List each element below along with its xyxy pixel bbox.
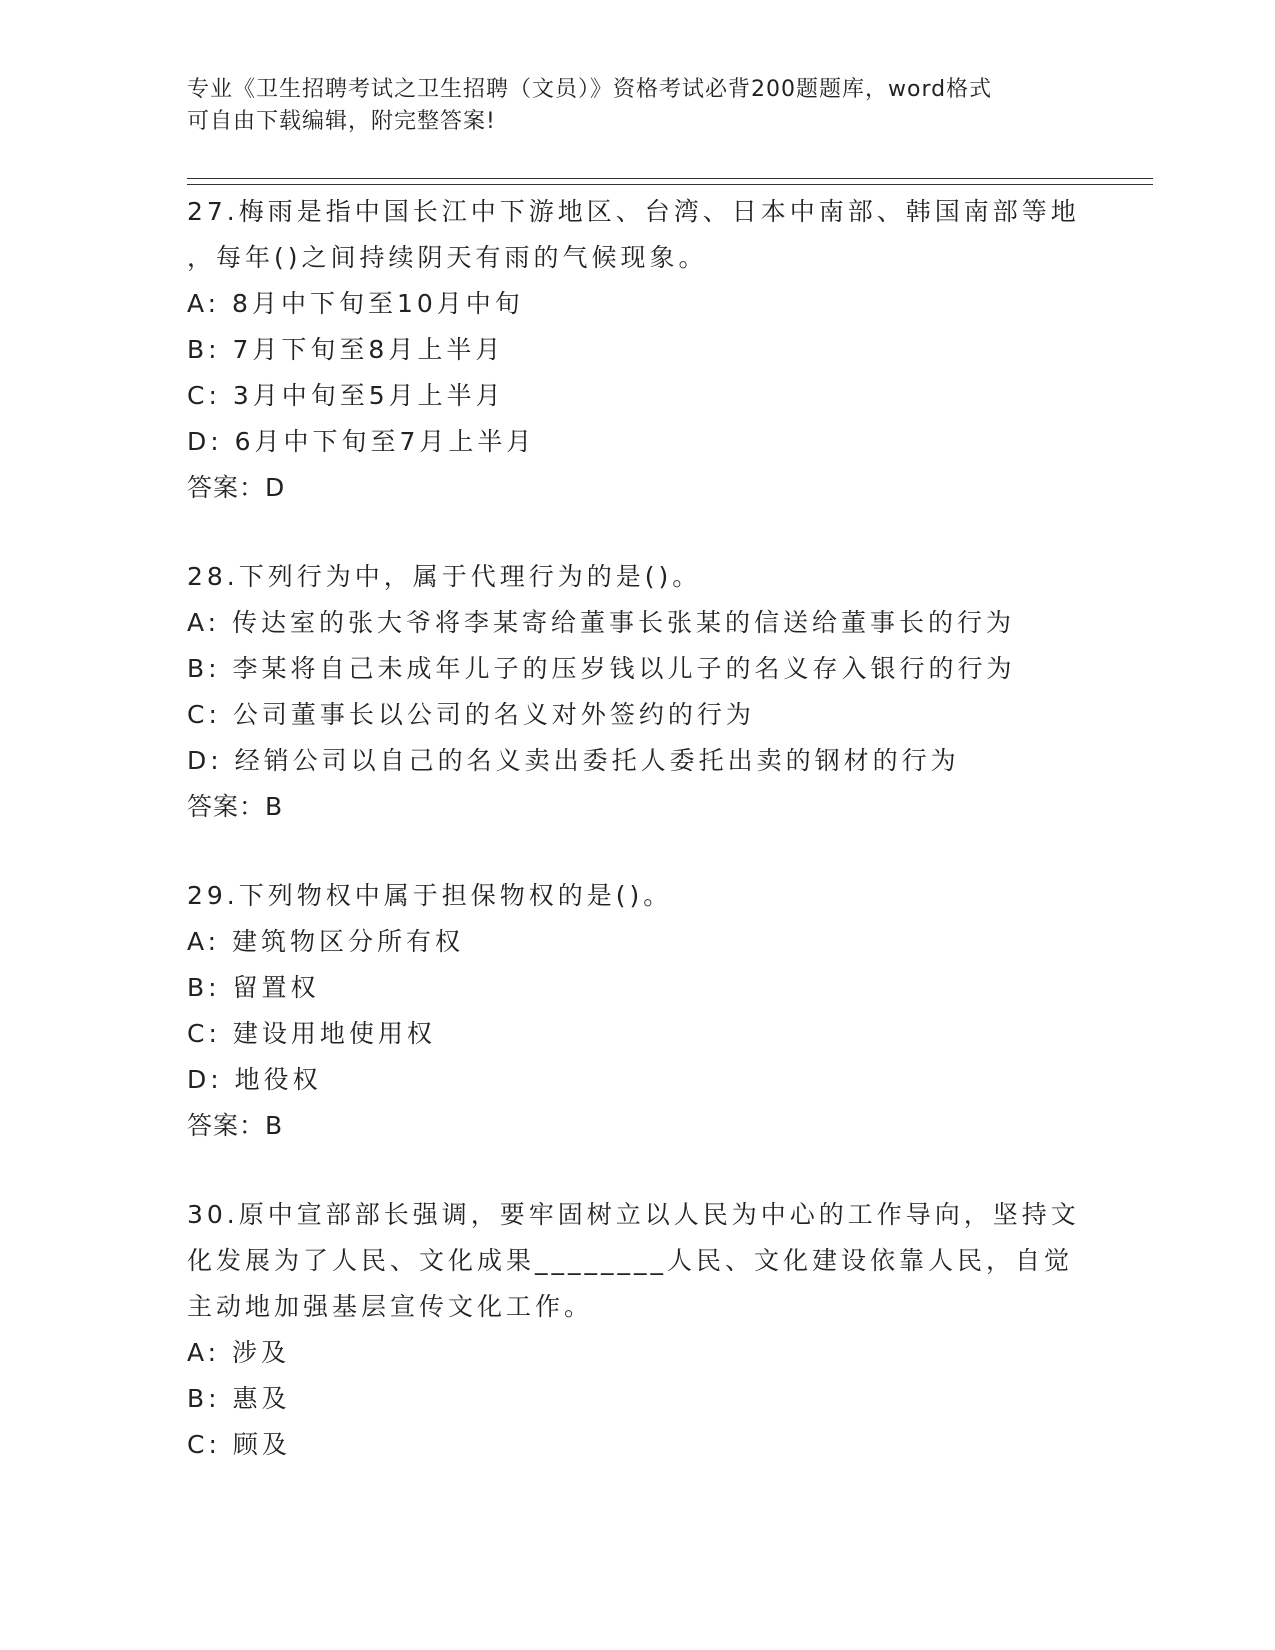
answer: 答案：D: [187, 473, 286, 502]
answer: 答案：B: [187, 1111, 284, 1140]
question-text-line: 化发展为了人民、文化成果________人民、文化建设依靠人民，自觉: [187, 1246, 1074, 1275]
option-d: D: 经销公司以自己的名义卖出委托人委托出卖的钢材的行为: [187, 746, 960, 775]
question-text-line: 27.梅雨是指中国长江中下游地区、台湾、日本中南部、韩国南部等地: [187, 197, 1080, 226]
question-30: [187, 1192, 1087, 1468]
option-c: C: 公司董事长以公司的名义对外签约的行为: [187, 700, 755, 729]
option-b: B: 惠及: [187, 1384, 291, 1413]
option-a: A: 传达室的张大爷将李某寄给董事长张某的信送给董事长的行为: [187, 608, 1016, 637]
question-29: [187, 873, 1087, 1149]
header-line-1: 专业《卫生招聘考试之卫生招聘（文员）》资格考试必背200题题库，word格式: [187, 77, 993, 102]
question-text-line: 主动地加强基层宣传文化工作。: [187, 1292, 594, 1321]
option-c: C: 3月中旬至5月上半月: [187, 381, 505, 410]
header-line-2: 可自由下载编辑，附完整答案!: [187, 109, 496, 134]
document-header: [187, 74, 1087, 138]
header-divider-bottom: [187, 184, 1153, 185]
option-c: C: 顾及: [187, 1430, 291, 1459]
question-text-line: ，每年()之间持续阴天有雨的气候现象。: [187, 243, 708, 272]
option-a: A: 8月中下旬至10月中旬: [187, 289, 524, 318]
option-d: D: 6月中下旬至7月上半月: [187, 427, 536, 456]
option-d: D: 地役权: [187, 1065, 322, 1094]
question-text-line: 29.下列物权中属于担保物权的是()。: [187, 881, 673, 910]
option-b: B: 留置权: [187, 973, 320, 1002]
option-a: A: 涉及: [187, 1338, 291, 1367]
header-divider-top: [187, 178, 1153, 179]
option-c: C: 建设用地使用权: [187, 1019, 436, 1048]
question-28: [187, 554, 1087, 830]
answer: 答案：B: [187, 792, 284, 821]
question-27: [187, 189, 1087, 511]
question-text-line: 28.下列行为中，属于代理行为的是()。: [187, 562, 702, 591]
question-text-line: 30.原中宣部部长强调，要牢固树立以人民为中心的工作导向，坚持文: [187, 1200, 1080, 1229]
option-a: A: 建筑物区分所有权: [187, 927, 465, 956]
option-b: B: 李某将自己未成年儿子的压岁钱以儿子的名义存入银行的行为: [187, 654, 1016, 683]
option-b: B: 7月下旬至8月上半月: [187, 335, 505, 364]
